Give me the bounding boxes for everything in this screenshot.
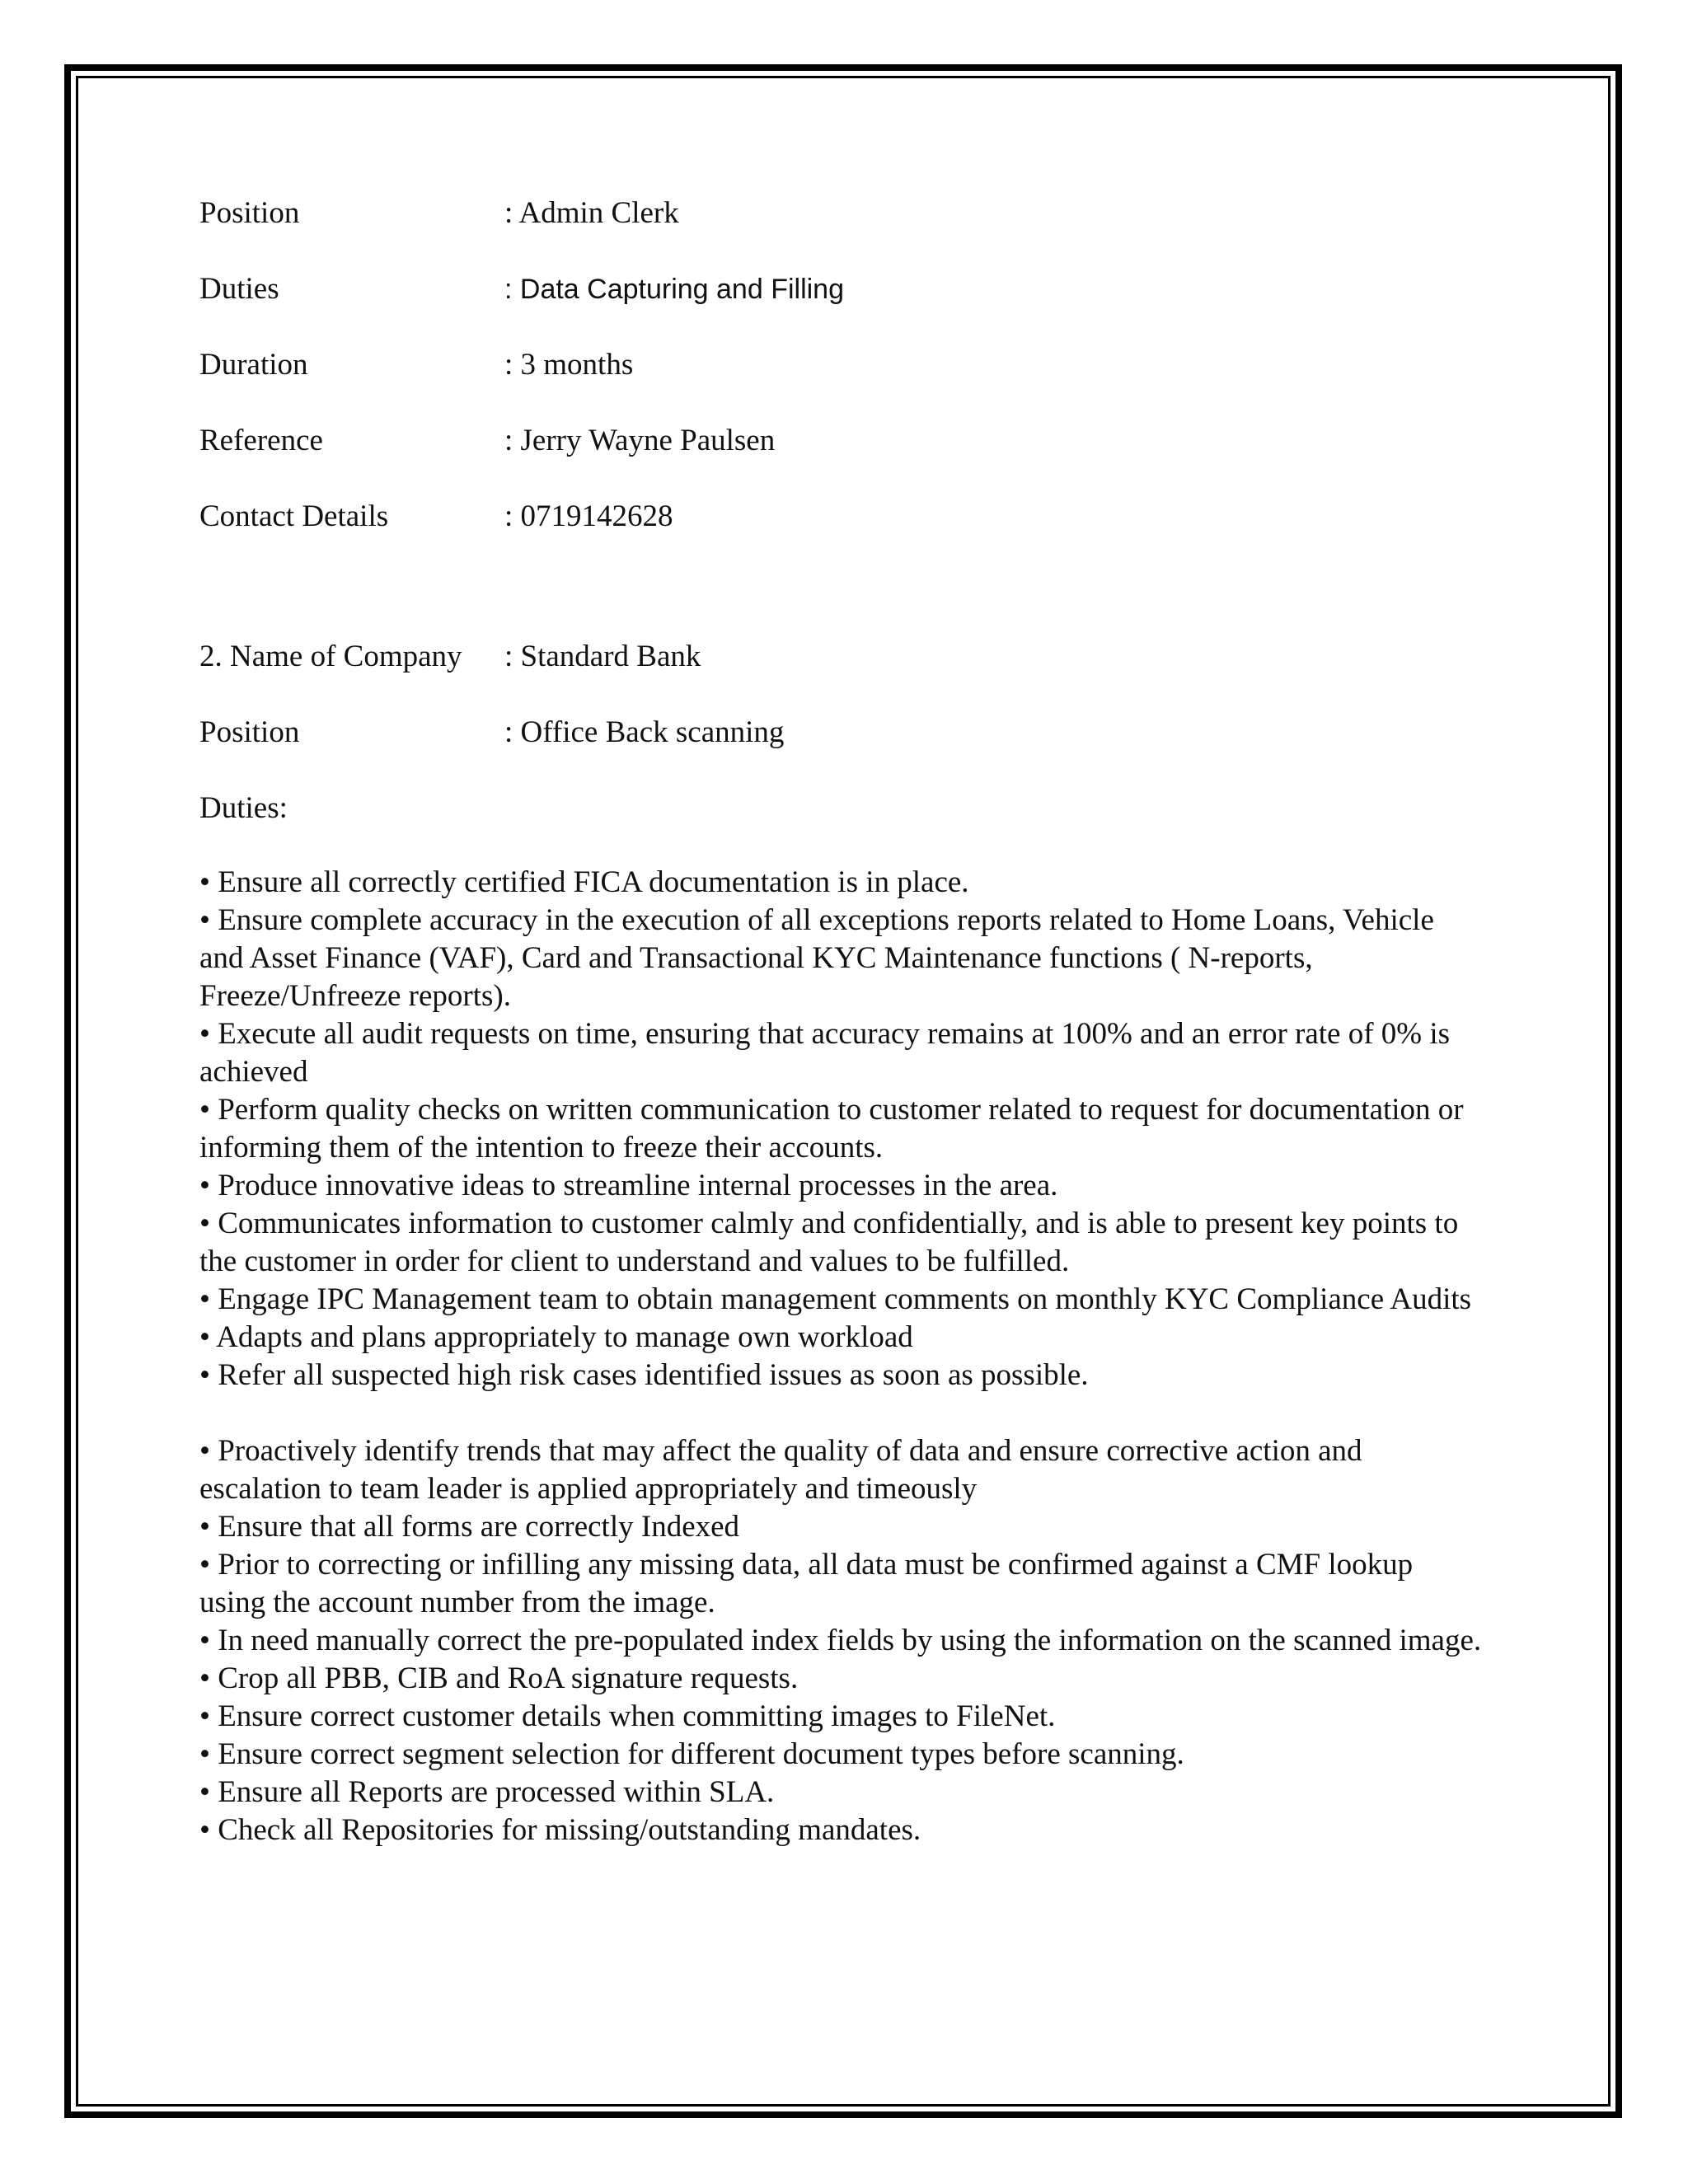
duties-paragraph-gap bbox=[199, 1394, 1485, 1432]
duty-item: • Perform quality checks on written communication to customer related to request for documentation or informing them of the intention to freeze their accounts. bbox=[199, 1093, 1464, 1165]
duties-value-1: : Data Capturing and Filling bbox=[504, 274, 845, 305]
duties-list-group-1 bbox=[199, 864, 1485, 1394]
duration-row bbox=[199, 346, 1485, 384]
duties-row-1 bbox=[199, 270, 1485, 308]
duty-item: • Adapts and plans appropriately to manage own workload bbox=[199, 1320, 913, 1354]
position-row-1 bbox=[199, 194, 1485, 232]
position-row-2 bbox=[199, 714, 1485, 752]
section-spacer bbox=[199, 574, 1485, 638]
position-value-1: : Admin Clerk bbox=[504, 196, 679, 230]
duty-item: • Ensure that all forms are correctly Indexed bbox=[199, 1510, 740, 1544]
employment-section-2 bbox=[199, 638, 1485, 1849]
duty-item: • Ensure all correctly certified FICA documentation is in place. bbox=[199, 865, 969, 899]
reference-row bbox=[199, 422, 1485, 460]
duty-item: • Check all Repositories for missing/outstanding mandates. bbox=[199, 1813, 921, 1847]
duties-list-group-2 bbox=[199, 1432, 1485, 1849]
reference-label: Reference bbox=[199, 424, 323, 457]
company-value: : Standard Bank bbox=[504, 640, 701, 673]
duty-item: • Ensure complete accuracy in the execution of all exceptions reports related to Home Loans, Vehicle and Asset Finance (VAF), Card and Transactional KYC Maintenance functions ( N-reports, Freeze/Unfreeze reports). bbox=[199, 903, 1434, 1013]
duty-item: • In need manually correct the pre-populated index fields by using the information on the scanned image. bbox=[199, 1624, 1482, 1657]
duty-item: • Ensure correct segment selection for different document types before scanning. bbox=[199, 1737, 1184, 1771]
duties-label-1: Duties bbox=[199, 272, 279, 306]
duration-value: : 3 months bbox=[504, 348, 634, 382]
employment-section-1 bbox=[199, 194, 1485, 536]
contact-details-value: : 0719142628 bbox=[504, 499, 673, 533]
position-value-2: : Office Back scanning bbox=[504, 715, 785, 749]
duty-item: • Refer all suspected high risk cases identified issues as soon as possible. bbox=[199, 1358, 1089, 1392]
duty-item: • Ensure correct customer details when committing images to FileNet. bbox=[199, 1699, 1056, 1733]
duty-item: • Engage IPC Management team to obtain management comments on monthly KYC Compliance Audits bbox=[199, 1282, 1472, 1316]
duty-item: • Produce innovative ideas to streamline internal processes in the area. bbox=[199, 1169, 1058, 1202]
company-label: 2. Name of Company bbox=[199, 640, 462, 673]
document-content bbox=[199, 194, 1485, 1849]
position-label-1: Position bbox=[199, 196, 300, 230]
duty-item: • Ensure all Reports are processed within SLA. bbox=[199, 1775, 775, 1809]
duties-heading: Duties: bbox=[199, 791, 288, 825]
position-label-2: Position bbox=[199, 715, 300, 749]
duty-item: • Communicates information to customer calmly and confidentially, and is able to present key points to the customer in order for client to understand and values to be fulfilled. bbox=[199, 1207, 1459, 1278]
duty-item: • Execute all audit requests on time, ensuring that accuracy remains at 100% and an error rate of 0% is achieved bbox=[199, 1017, 1451, 1089]
duty-item: • Prior to correcting or infilling any missing data, all data must be confirmed against a CMF lookup using the account number from the image. bbox=[199, 1548, 1414, 1619]
contact-details-label: Contact Details bbox=[199, 499, 389, 533]
company-row bbox=[199, 638, 1485, 676]
duty-item: • Crop all PBB, CIB and RoA signature requests. bbox=[199, 1661, 799, 1695]
duty-item: • Proactively identify trends that may affect the quality of data and ensure corrective action and escalation to team leader is applied appropriately and timeously bbox=[199, 1434, 1362, 1506]
reference-value: : Jerry Wayne Paulsen bbox=[504, 424, 776, 457]
contact-details-row bbox=[199, 498, 1485, 536]
duration-label: Duration bbox=[199, 348, 308, 382]
